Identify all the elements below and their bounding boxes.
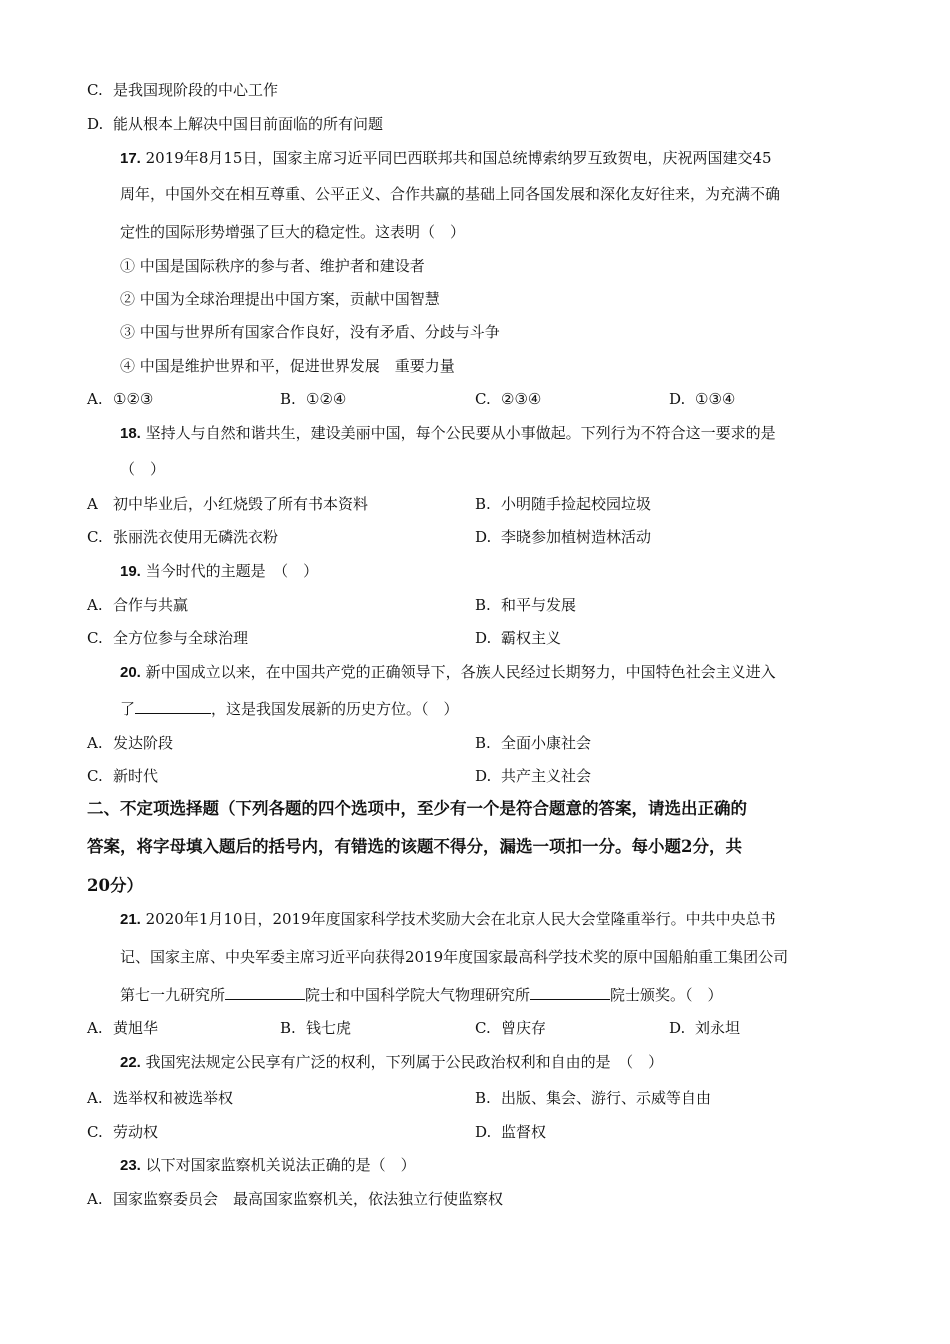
answer-blank <box>530 985 610 1000</box>
question-number: 23. <box>120 1157 141 1174</box>
question-21-stem-line3: 第七一九研究所 院士和中国科学院大气物理研究所 院士颁奖。（ ） <box>120 986 723 1004</box>
option-b: B. 出版、集会、游行、示威等自由 <box>475 1089 712 1107</box>
question-22-stem: 22. 我国宪法规定公民享有广泛的权利，下列属于公民政治权利和自由的是 （ ） <box>120 1053 664 1071</box>
option-d: D. 李晓参加植树造林活动 <box>475 528 652 546</box>
option-c: C. 劳动权 <box>87 1123 159 1141</box>
option-b: B. 和平与发展 <box>475 596 577 614</box>
option-a: A. ①②③ <box>87 390 154 408</box>
question-23-stem: 23. 以下对国家监察机关说法正确的是（ ） <box>120 1156 416 1174</box>
question-number: 17. <box>120 150 141 167</box>
option-a: A. 发达阶段 <box>87 734 174 752</box>
section-heading: 二、不定项选择题（下列各题的四个选项中，至少有一个是符合题意的答案，请选出正确的 <box>87 799 747 818</box>
question-21-stem: 21. 2020年1月10日，2019年度国家科学技术奖励大会在北京人民大会堂隆重举行。中共中央总书 <box>120 910 776 928</box>
option-c: C. 全方位参与全球治理 <box>87 629 249 647</box>
option-a: A 初中毕业后，小红烧毁了所有书本资料 <box>87 495 369 513</box>
option-c: C. 新时代 <box>87 767 159 785</box>
question-18-stem: 18. 坚持人与自然和谐共生，建设美丽中国，每个公民要从小事做起。下列行为不符合这一要求的是 <box>120 424 776 442</box>
statement-3: ③ 中国与世界所有国家合作良好，没有矛盾、分歧与斗争 <box>120 323 500 341</box>
option-c: C. 曾庆存 <box>475 1019 547 1037</box>
question-number: 21. <box>120 911 141 928</box>
question-21-stem-line2: 记、国家主席、中央军委主席习近平向获得2019年度国家最高科学技术奖的原中国船舶重工集团公司 <box>120 948 789 966</box>
option-a: A. 黄旭华 <box>87 1019 159 1037</box>
question-20-stem: 20. 新中国成立以来，在中国共产党的正确领导下，各族人民经过长期努力，中国特色社会主义进入 <box>120 663 776 681</box>
statement-2: ② 中国为全球治理提出中国方案，贡献中国智慧 <box>120 290 440 308</box>
option-d: D. 共产主义社会 <box>475 767 592 785</box>
answer-blank <box>225 985 305 1000</box>
section-heading-line3: 20分） <box>87 876 143 895</box>
option-c: C. 是我国现阶段的中心工作 <box>87 81 279 99</box>
question-17-stem-line3: 定性的国际形势增强了巨大的稳定性。这表明（ ） <box>120 223 466 241</box>
option-c: C. 张丽洗衣使用无磷洗衣粉 <box>87 528 279 546</box>
option-b: B. 小明随手捡起校园垃圾 <box>475 495 652 513</box>
option-d: D. 监督权 <box>475 1123 547 1141</box>
question-20-stem-line2: 了 ，这是我国发展新的历史方位。（ ） <box>120 700 459 718</box>
option-d: D. 霸权主义 <box>475 629 562 647</box>
question-17-stem: 17. 2019年8月15日，国家主席习近平同巴西联邦共和国总统博索纳罗互致贺电，庆祝两国建交45 <box>120 149 772 167</box>
question-number: 20. <box>120 664 141 681</box>
statement-1: ① 中国是国际秩序的参与者、维护者和建设者 <box>120 257 425 275</box>
section-heading-line2: 答案，将字母填入题后的括号内，有错选的该题不得分，漏选一项扣一分。每小题2分，共 <box>87 837 742 856</box>
question-number: 18. <box>120 425 141 442</box>
question-17-stem-line2: 周年，中国外交在相互尊重、公平正义、合作共赢的基础上同各国发展和深化友好往来，为充满不确 <box>120 185 781 203</box>
option-c: C. ②③④ <box>475 390 542 408</box>
option-a: A. 国家监察委员会 最高国家监察机关，依法独立行使监察权 <box>87 1190 504 1208</box>
option-a: A. 合作与共赢 <box>87 596 189 614</box>
question-number: 22. <box>120 1054 141 1071</box>
option-d: D. ①③④ <box>669 390 736 408</box>
question-19-stem: 19. 当今时代的主题是 （ ） <box>120 562 319 580</box>
option-b: B. ①②④ <box>280 390 347 408</box>
option-d: D. 刘永坦 <box>669 1019 741 1037</box>
question-18-stem-line2: （ ） <box>120 460 166 478</box>
option-b: B. 钱七虎 <box>280 1019 352 1037</box>
option-a: A. 选举权和被选举权 <box>87 1089 234 1107</box>
option-d: D. 能从根本上解决中国目前面临的所有问题 <box>87 115 384 133</box>
option-b: B. 全面小康社会 <box>475 734 592 752</box>
statement-4: ④ 中国是维护世界和平，促进世界发展 重要力量 <box>120 357 455 375</box>
answer-blank <box>135 699 211 714</box>
question-number: 19. <box>120 563 141 580</box>
